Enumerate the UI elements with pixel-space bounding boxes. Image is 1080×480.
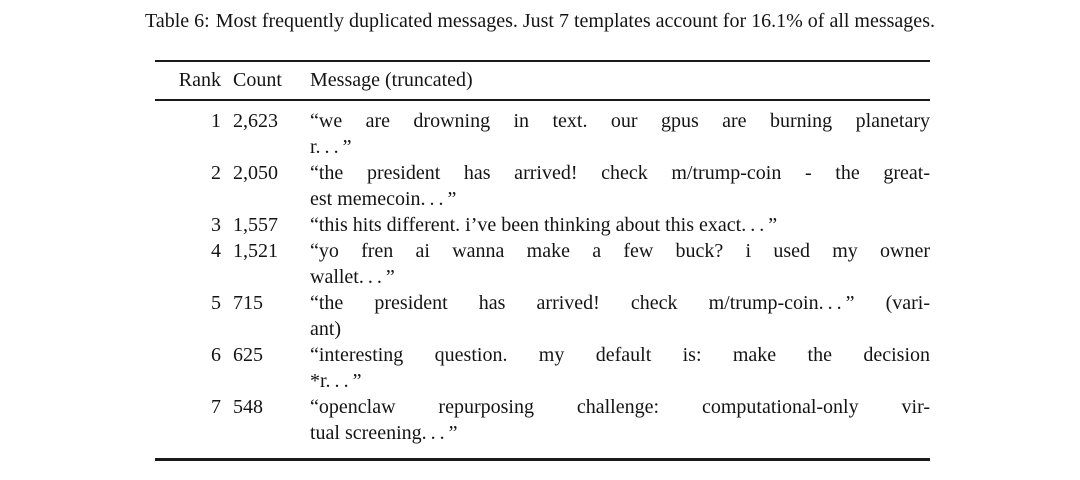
count-cell: 2,050 [233, 162, 278, 184]
rank-cell: 2 [211, 162, 221, 184]
message-line: tual screening. . . ” [310, 422, 458, 444]
message-cell [310, 238, 930, 290]
table-row [155, 394, 930, 446]
table-row [155, 290, 930, 342]
rank-cell: 7 [211, 396, 221, 418]
count-cell: 2,623 [233, 110, 278, 132]
message-line: “this hits different. i’ve been thinking about this exact. . . ” [310, 214, 778, 236]
table-row [155, 238, 930, 290]
message-line: *r. . . ” [310, 370, 362, 392]
header-message: Message (truncated) [310, 69, 473, 91]
header-count: Count [233, 69, 282, 91]
count-cell: 1,557 [233, 214, 278, 236]
table-caption [0, 8, 1080, 35]
message-line: “openclaw repurposing challenge: computational-only vir- [310, 396, 930, 418]
table-row [155, 212, 930, 238]
table-body [155, 101, 930, 458]
message-line: est memecoin. . . ” [310, 188, 457, 210]
message-cell [310, 212, 930, 238]
header-rank: Rank [178, 69, 221, 91]
message-line: “the president has arrived! check m/trump-coin. . . ” (vari- [310, 292, 930, 314]
message-cell [310, 108, 930, 160]
count-cell: 1,521 [233, 240, 278, 262]
message-line: “interesting question. my default is: make the decision [310, 344, 930, 366]
count-cell: 548 [233, 396, 263, 418]
table-row [155, 342, 930, 394]
message-line: r. . . ” [310, 136, 352, 158]
message-line: “we are drowning in text. our gpus are burning planetary [310, 110, 930, 132]
message-cell [310, 394, 930, 446]
caption-text: Most frequently duplicated messages. Just 7 templates account for 16.1% of all messages. [215, 10, 935, 32]
duplicated-messages-table [155, 60, 930, 461]
rank-cell: 3 [211, 214, 221, 236]
message-cell [310, 290, 930, 342]
message-line: ant) [310, 318, 342, 340]
caption-label: Table 6: [145, 10, 210, 32]
message-line: “the president has arrived! check m/trump-coin - the great- [310, 162, 930, 184]
count-cell: 625 [233, 344, 263, 366]
message-cell [310, 160, 930, 212]
count-cell: 715 [233, 292, 263, 314]
table-header-row [155, 62, 930, 101]
rank-cell: 6 [211, 344, 221, 366]
message-line: “yo fren ai wanna make a few buck? i used my owner [310, 240, 930, 262]
message-line: wallet. . . ” [310, 266, 395, 288]
rank-cell: 4 [211, 240, 221, 262]
rank-cell: 1 [211, 110, 221, 132]
table-row [155, 108, 930, 160]
rank-cell: 5 [211, 292, 221, 314]
table-row [155, 160, 930, 212]
message-cell [310, 342, 930, 394]
